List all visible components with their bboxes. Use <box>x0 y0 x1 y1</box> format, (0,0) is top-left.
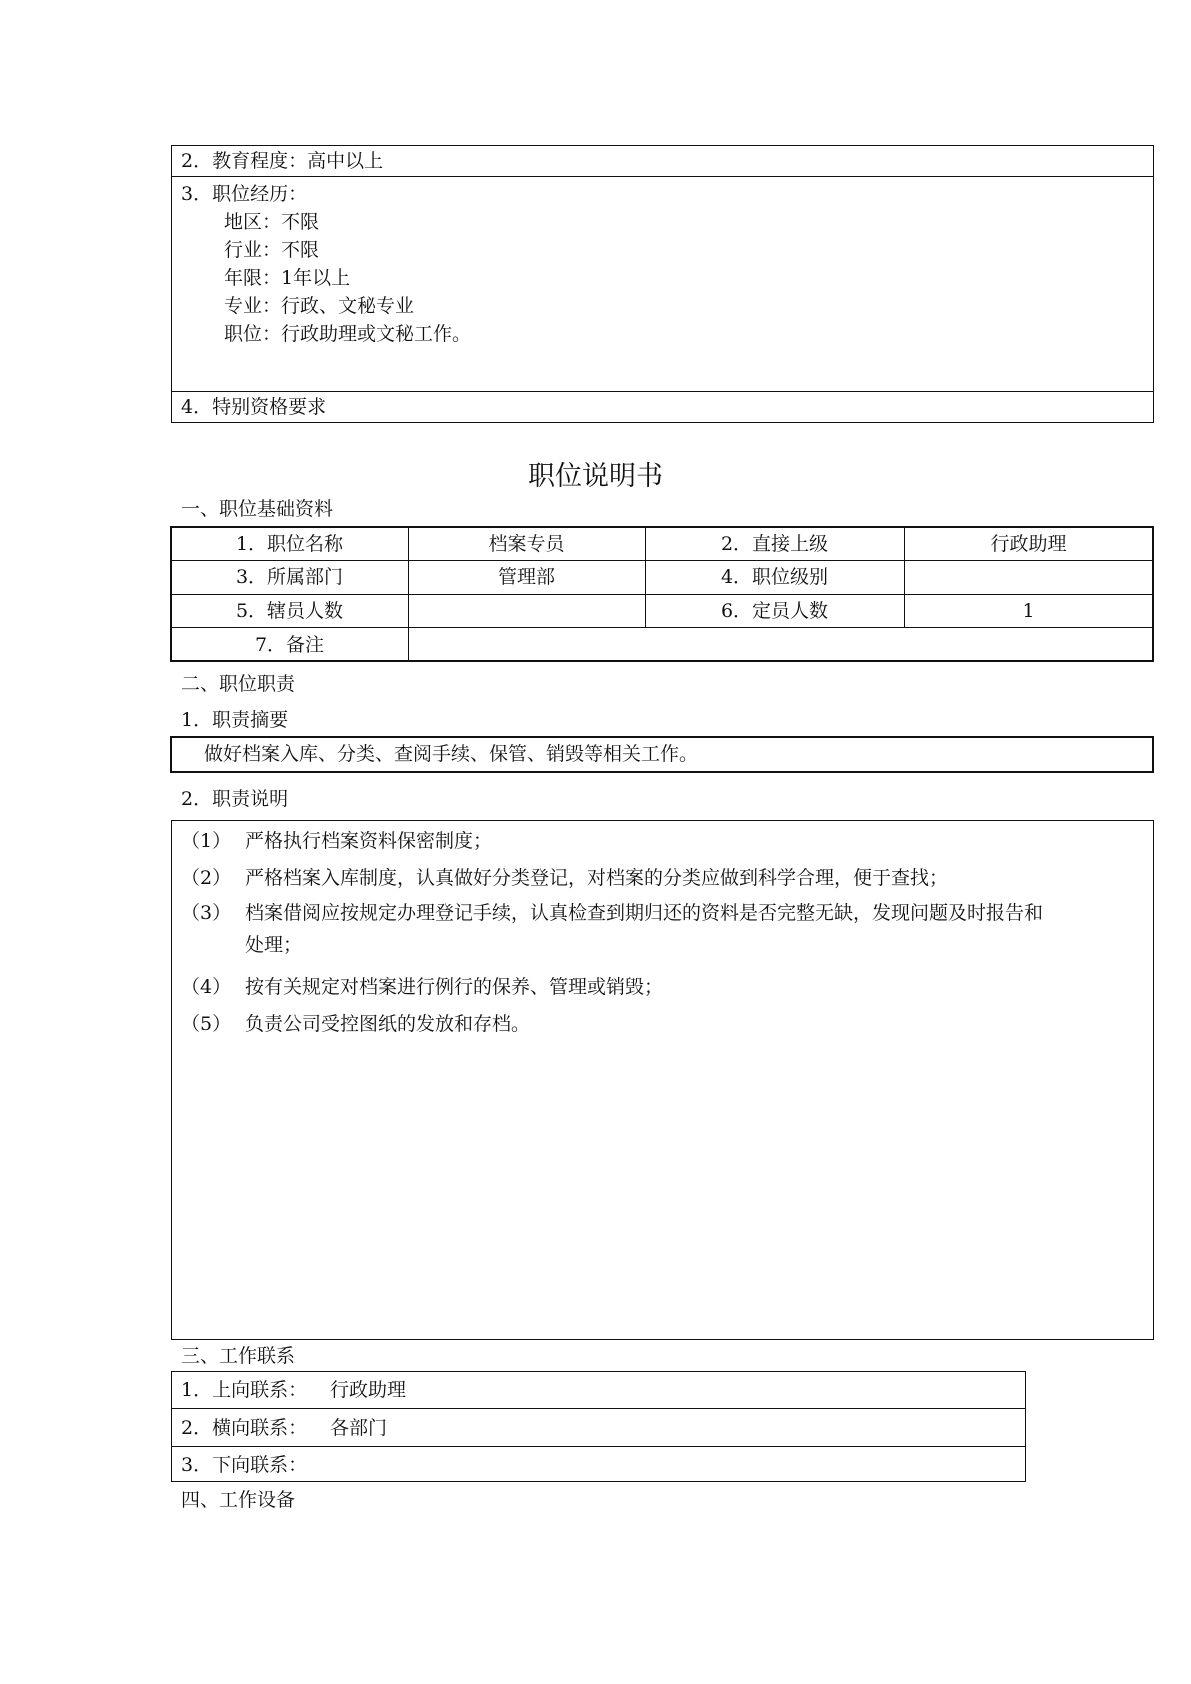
headcount-label: 6．定员人数 <box>720 600 829 622</box>
duty-item-text-continued: 处理； <box>245 934 303 956</box>
duty-summary-label: 1．职责摘要 <box>181 709 289 731</box>
table-row-divider <box>171 594 1153 595</box>
experience-position: 职位：行政助理或文秘工作。 <box>224 323 472 345</box>
position-name-value: 档案专员 <box>488 533 565 555</box>
duty-item-text: 负责公司受控图纸的发放和存档。 <box>245 1013 531 1035</box>
duty-item-number: （5） <box>181 1013 232 1035</box>
basic-info-heading: 一、职位基础资料 <box>181 498 334 520</box>
experience-region: 地区：不限 <box>224 211 320 233</box>
duty-item-number: （3） <box>181 902 232 924</box>
position-level-label: 4．职位级别 <box>720 566 829 588</box>
equipment-heading: 四、工作设备 <box>181 1489 296 1511</box>
duty-detail-box <box>171 820 1154 1340</box>
department-label: 3．所属部门 <box>235 566 344 588</box>
upward-relation-label: 1．上向联系： <box>181 1379 308 1401</box>
requirements-divider <box>171 176 1154 177</box>
duty-item-number: （4） <box>181 976 232 998</box>
duty-item-text: 档案借阅应按规定办理登记手续，认真检查到期归还的资料是否完整无缺，发现问题及时报告和 <box>245 902 1044 924</box>
relations-heading: 三、工作联系 <box>181 1345 296 1367</box>
experience-industry: 行业：不限 <box>224 239 320 261</box>
relations-divider <box>171 1408 1026 1409</box>
special-requirements: 4．特别资格要求 <box>181 396 327 418</box>
duty-item-number: （2） <box>181 867 232 889</box>
direct-supervisor-label: 2．直接上级 <box>720 533 829 555</box>
lateral-relation-value: 各部门 <box>330 1417 388 1439</box>
headcount-value: 1 <box>1022 600 1035 622</box>
duties-heading: 二、职位职责 <box>181 673 296 695</box>
relations-divider <box>171 1446 1026 1447</box>
position-name-label: 1．职位名称 <box>235 533 344 555</box>
duty-item-text: 严格执行档案资料保密制度； <box>245 830 493 852</box>
subordinates-label: 5．辖员人数 <box>235 600 344 622</box>
requirements-divider <box>171 391 1154 392</box>
duty-item-text: 严格档案入库制度，认真做好分类登记，对档案的分类应做到科学合理，便于查找； <box>245 867 949 889</box>
experience-label: 3．职位经历： <box>181 183 308 205</box>
downward-relation-label: 3．下向联系： <box>181 1454 308 1476</box>
duty-detail-label: 2．职责说明 <box>181 788 289 810</box>
duty-item-text: 按有关规定对档案进行例行的保养、管理或销毁； <box>245 976 664 998</box>
document-title: 职位说明书 <box>528 461 663 492</box>
duty-item-number: （1） <box>181 830 232 852</box>
table-row-divider <box>171 560 1153 561</box>
direct-supervisor-value: 行政助理 <box>990 533 1067 555</box>
remark-label: 7．备注 <box>254 634 325 656</box>
lateral-relation-label: 2．横向联系： <box>181 1417 308 1439</box>
duty-summary-text: 做好档案入库、分类、查阅手续、保管、销毁等相关工作。 <box>204 743 699 765</box>
department-value: 管理部 <box>497 566 555 588</box>
experience-years: 年限：1年以上 <box>224 267 351 289</box>
education-requirement: 2．教育程度：高中以上 <box>181 150 384 172</box>
table-row-divider <box>171 627 1153 628</box>
upward-relation-value: 行政助理 <box>330 1379 407 1401</box>
experience-major: 专业：行政、文秘专业 <box>224 295 415 317</box>
